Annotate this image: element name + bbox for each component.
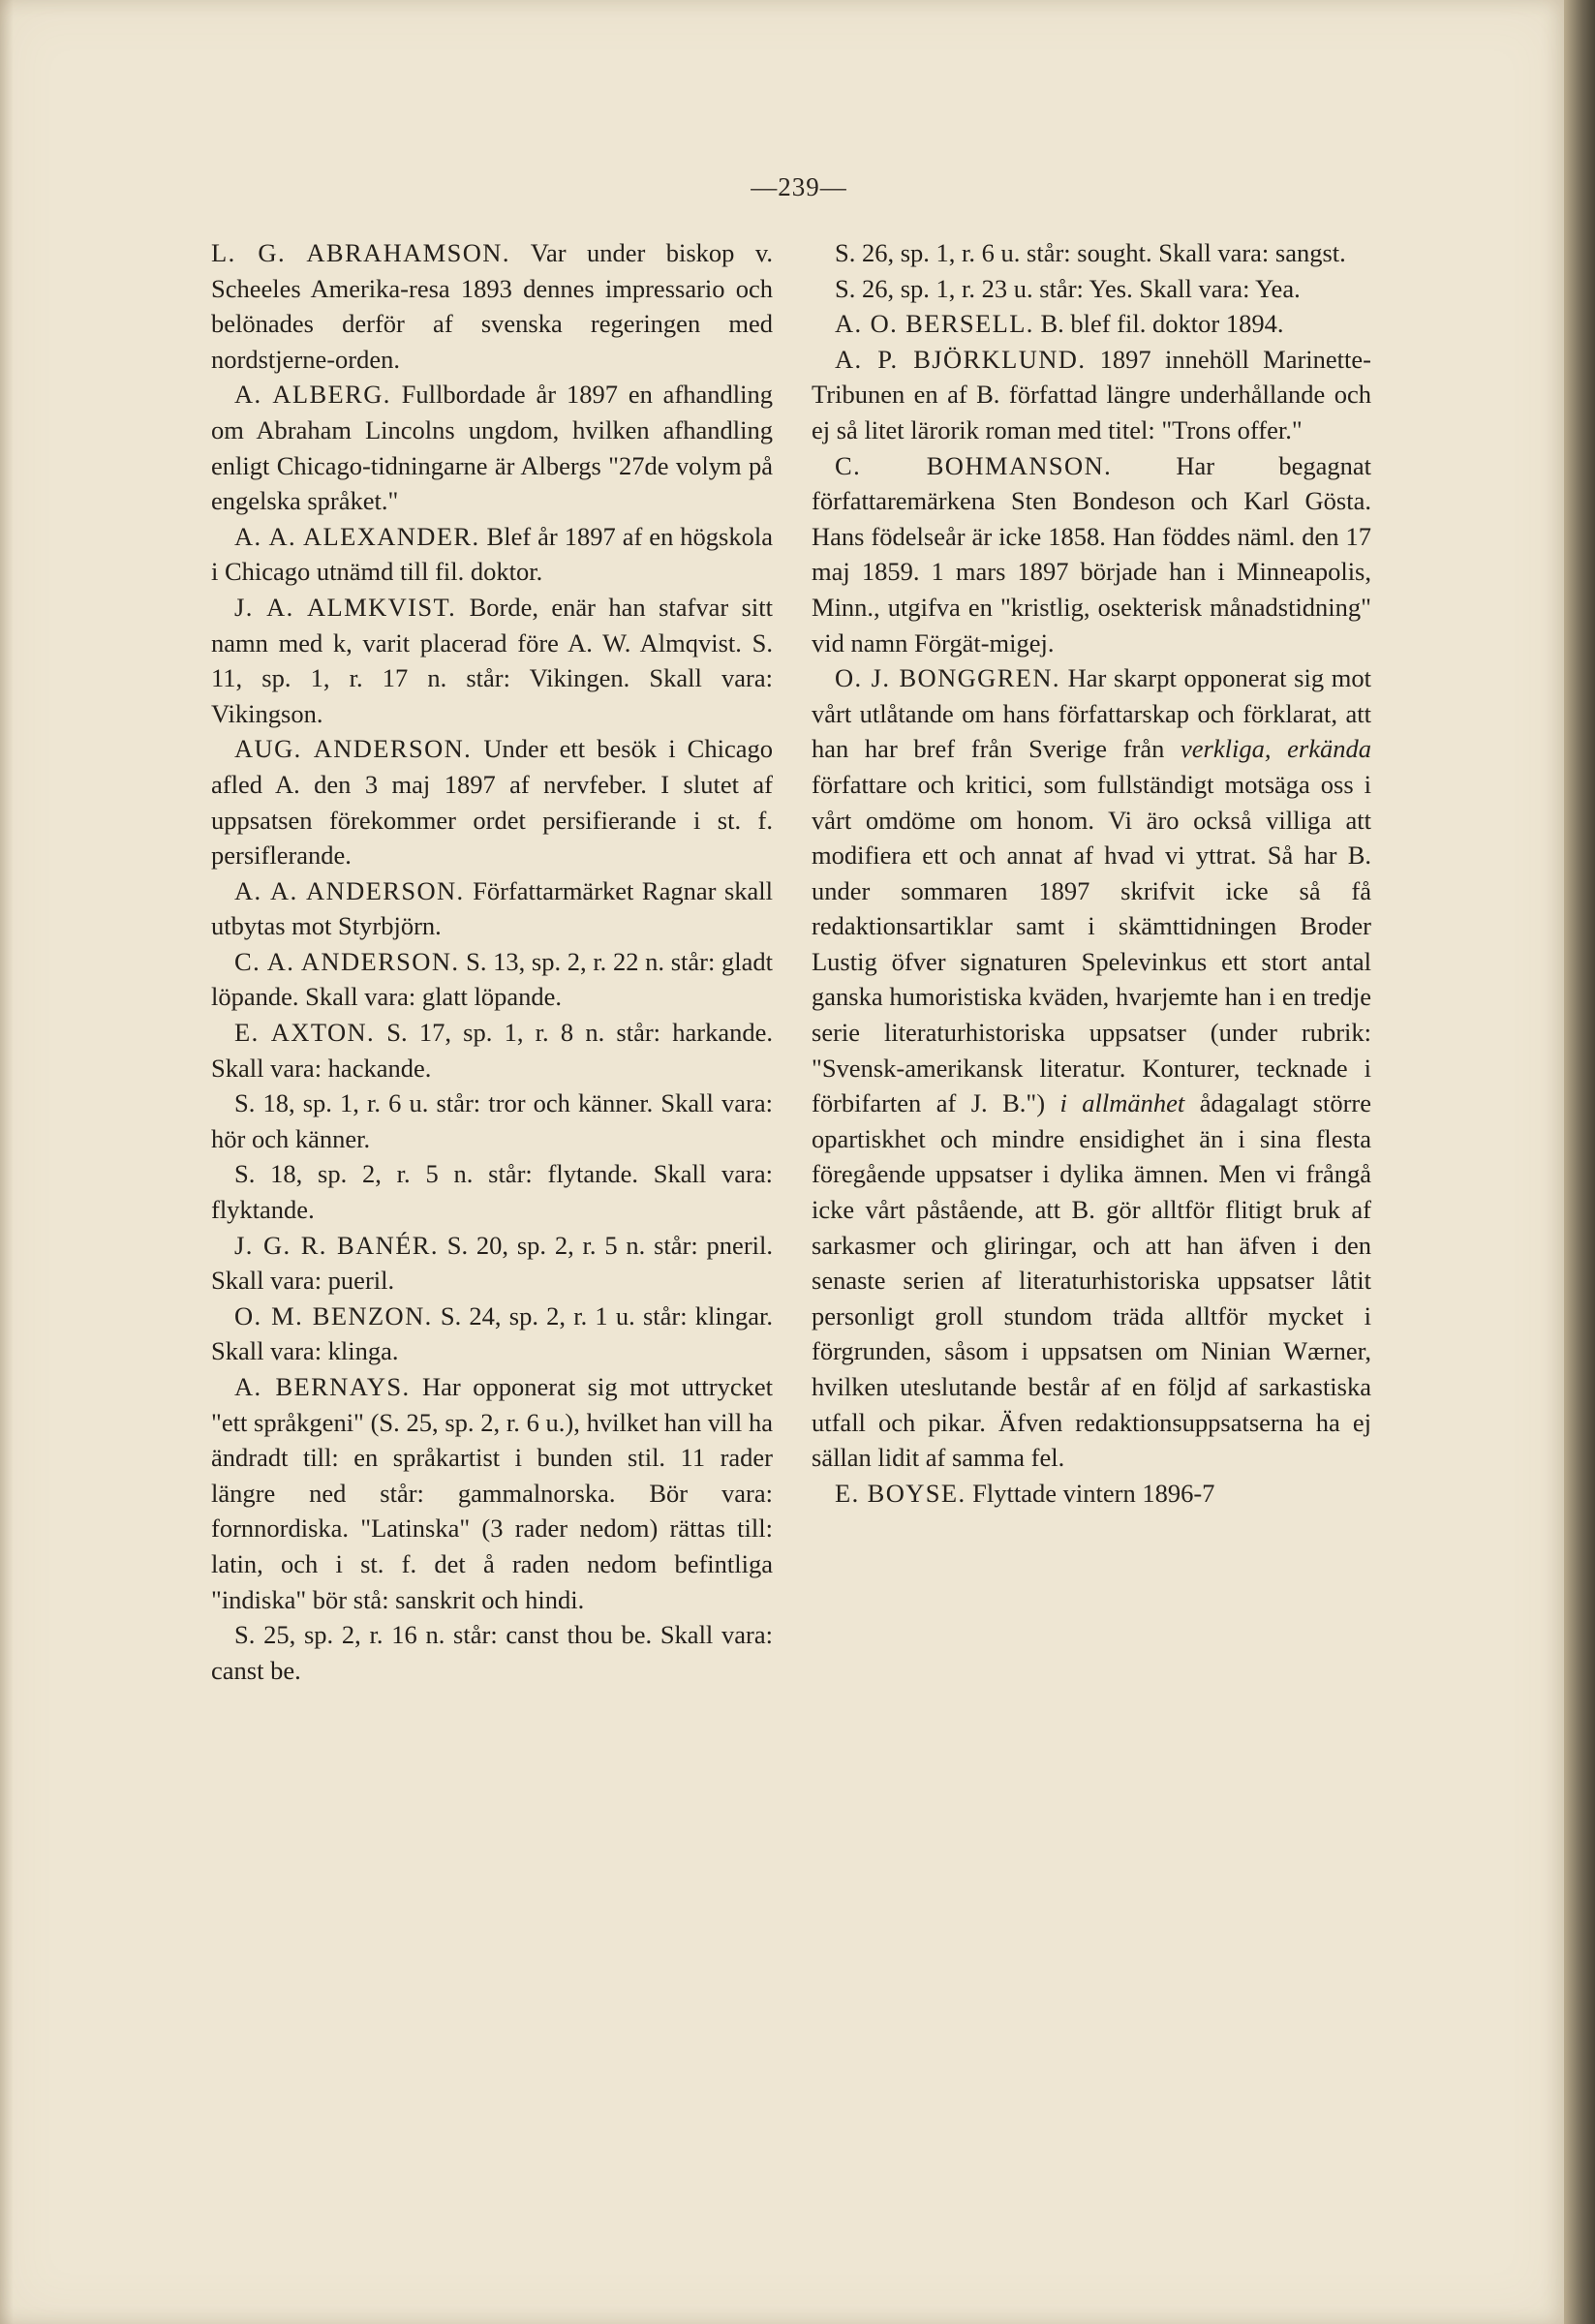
entry-bernays: [211, 1369, 773, 1617]
entry-text: B. blef fil. doktor 1894.: [1033, 309, 1284, 339]
entry-benzon: [211, 1299, 773, 1369]
entry-name: E. AXTON.: [234, 1018, 376, 1048]
entry-ca-anderson: [211, 944, 773, 1015]
entry-text: 1897 innehöll Marinette-Tribunen en af B. författad längre underhållande och ej så litet lärorik roman med titel: "Trons offer.": [812, 344, 1371, 444]
entry-axton-correction-2: [211, 1156, 773, 1227]
entry-alberg: [211, 377, 773, 518]
entry-text: Har skarpt opponerat sig mot vårt utlåtande om hans författarskap och förklarat, att han har bref från Sverige från: [812, 663, 1371, 764]
entry-name: A. A. ANDERSON.: [234, 875, 465, 905]
entry-text: Författarmärket Ragnar skall utbytas mot Styrbjörn.: [211, 875, 774, 941]
entry-text: Blef år 1897 af en högskola i Chicago utnämd till fil. doktor.: [211, 521, 773, 587]
right-column: [812, 235, 1371, 1511]
entry-aa-anderson: [211, 873, 773, 944]
entry-name: L. G. ABRAHAMSON.: [211, 238, 510, 267]
entry-abrahamson: [211, 235, 773, 377]
entry-text: Borde, enär han stafvar sitt namn med k, varit placerad före A. W. Almqvist. S. 11, sp. 1, r. 17 n. står: Vikingen. Skall vara: Vikingson.: [211, 592, 773, 728]
entry-text: S. 18, sp. 1, r. 6 u. står: tror och känner. Skall vara: hör och känner.: [211, 1088, 773, 1153]
entry-name: A. O. BERSELL.: [835, 309, 1034, 339]
entry-bonggren: [812, 660, 1371, 1476]
entry-italic-text: i allmänhet: [1059, 1088, 1185, 1118]
entry-name: A. P. BJÖRKLUND.: [835, 344, 1087, 374]
entry-text: S. 25, sp. 2, r. 16 n. står: canst thou be. Skall vara: canst be.: [211, 1620, 773, 1685]
entry-axton: [211, 1015, 773, 1086]
entry-bernays-correction-3: [812, 271, 1371, 307]
entry-name: A. ALBERG.: [234, 380, 391, 410]
entry-name: AUG. ANDERSON.: [234, 734, 473, 764]
entry-almkvist: [211, 590, 773, 731]
entry-bersell: [812, 306, 1371, 342]
entry-name: A. BERNAYS.: [234, 1372, 411, 1401]
entry-name: C. A. ANDERSON.: [234, 946, 460, 976]
entry-text: S. 26, sp. 1, r. 6 u. står: sought. Skall vara: sangst.: [835, 238, 1346, 267]
entry-axton-correction-1: [211, 1086, 773, 1156]
entry-bohmanson: [812, 448, 1371, 661]
entry-text: S. 17, sp. 1, r. 8 n. står: harkande. Skall vara: hackande.: [211, 1018, 773, 1083]
entry-name: E. BOYSE.: [835, 1478, 966, 1508]
entry-name: O. J. BONGGREN.: [835, 663, 1060, 693]
entry-text: Under ett besök i Chicago afled A. den 3 maj 1897 af nervfeber. I slutet af uppsatsen förekommer ordet persifierande i st. f. persiflerande.: [211, 734, 773, 871]
entry-bjorklund: [812, 342, 1371, 448]
entry-name: A. A. ALEXANDER.: [234, 521, 480, 551]
entry-text: Fullbordade år 1897 en afhandling om Abraham Lincolns ungdom, hvilken afhandling enligt Chicago-tidningarne är Albergs "27de volym på engelska språket.": [211, 380, 773, 516]
entry-boyse: [812, 1476, 1371, 1512]
entry-bernays-correction-2: [812, 235, 1371, 271]
entry-name: O. M. BENZON.: [234, 1300, 433, 1330]
entry-text: S. 26, sp. 1, r. 23 u. står: Yes. Skall vara: Yea.: [835, 273, 1301, 303]
page-edge: [1564, 0, 1595, 2324]
entry-italic-text: verkliga, erkända: [1181, 734, 1371, 764]
spine-shadow: [0, 0, 14, 2324]
entry-baner: [211, 1228, 773, 1299]
entry-aug-anderson: [211, 731, 773, 872]
page-number: —239—: [751, 172, 847, 201]
entry-text: S. 13, sp. 2, r. 22 n. står: gladt löpande. Skall vara: glatt löpande.: [211, 946, 773, 1012]
entry-text: Har begagnat författaremärkena Sten Bondeson och Karl Gösta. Hans födelseår är icke 1858. Han föddes näml. den 17 maj 1859. 1 mars 1897 började han i Minneapolis, Minn., utgifva en "kristlig, osekterisk månadstidning" vid namn Förgät-migej.: [812, 450, 1371, 657]
entry-text: ådagalagt större opartiskhet och mindre ensidighet än i sina flesta föregående uppsatser i dylika ämnen. Men vi frångå icke vårt påstående, att B. gör alltför flitigt bruk af sarkasmer och gliringar, och att han äfven i den senaste serien af literaturhistoriska uppsatser låtit personligt groll stundom träda alltför mycket i förgrunden, såsom i uppsatsen om Ninian Wærner, hvilken uteslutande består af en följd af sarkastiska utfall och pikar. Äfven redaktionsuppsatserna ha ej sällan lidit af samma fel.: [812, 1088, 1371, 1473]
entry-text: S. 20, sp. 2, r. 5 n. står: pneril. Skall vara: pueril.: [211, 1230, 773, 1296]
entry-text: Var under biskop v. Scheeles Amerika-resa 1893 dennes impressario och belönades derför af svenska regeringen med nordstjerne-orden.: [211, 238, 774, 374]
entry-name: C. BOHMANSON.: [835, 450, 1113, 480]
entry-text: Flyttade vintern 1896-7: [966, 1478, 1215, 1508]
entry-alexander: [211, 519, 773, 590]
entry-bernays-correction: [211, 1617, 773, 1688]
entry-text: författare och kritici, som fullständigt motsäga oss i vårt omdöme om honom. Vi äro också villiga att modifiera ett och annat af hvad vi yttrat. Så har B. under sommaren 1897 skrifvit icke så få redaktionsartiklar samt i skämttidningen Broder Lustig öfver signaturen Spelevinkus ett stort antal ganska humoristiska kväden, hvarjemte han i en tredje serie literaturhistoriska uppsatser (under rubrik: "Svensk-amerikansk literatur. Konturer, tecknade i förbifarten af J. B."): [812, 769, 1371, 1118]
left-column: [211, 235, 773, 1688]
entry-text: S. 24, sp. 2, r. 1 u. står: klingar. Skall vara: klinga.: [211, 1300, 773, 1366]
entry-text: Har opponerat sig mot uttrycket "ett språkgeni" (S. 25, sp. 2, r. 6 u.), hvilket han vill ha ändradt till: en språkartist i bunden stil. 11 rader längre ned står: gammalnorska. Bör vara: fornnordiska. "Latinska" (3 rader nedom) rättas till: latin, och i st. f. det å raden nedom befintliga "indiska" bör stå: sanskrit och hindi.: [211, 1372, 773, 1614]
entry-name: J. A. ALMKVIST.: [234, 592, 457, 622]
entry-name: J. G. R. BANÉR.: [234, 1230, 439, 1260]
entry-text: S. 18, sp. 2, r. 5 n. står: flytande. Skall vara: flyktande.: [211, 1159, 773, 1225]
